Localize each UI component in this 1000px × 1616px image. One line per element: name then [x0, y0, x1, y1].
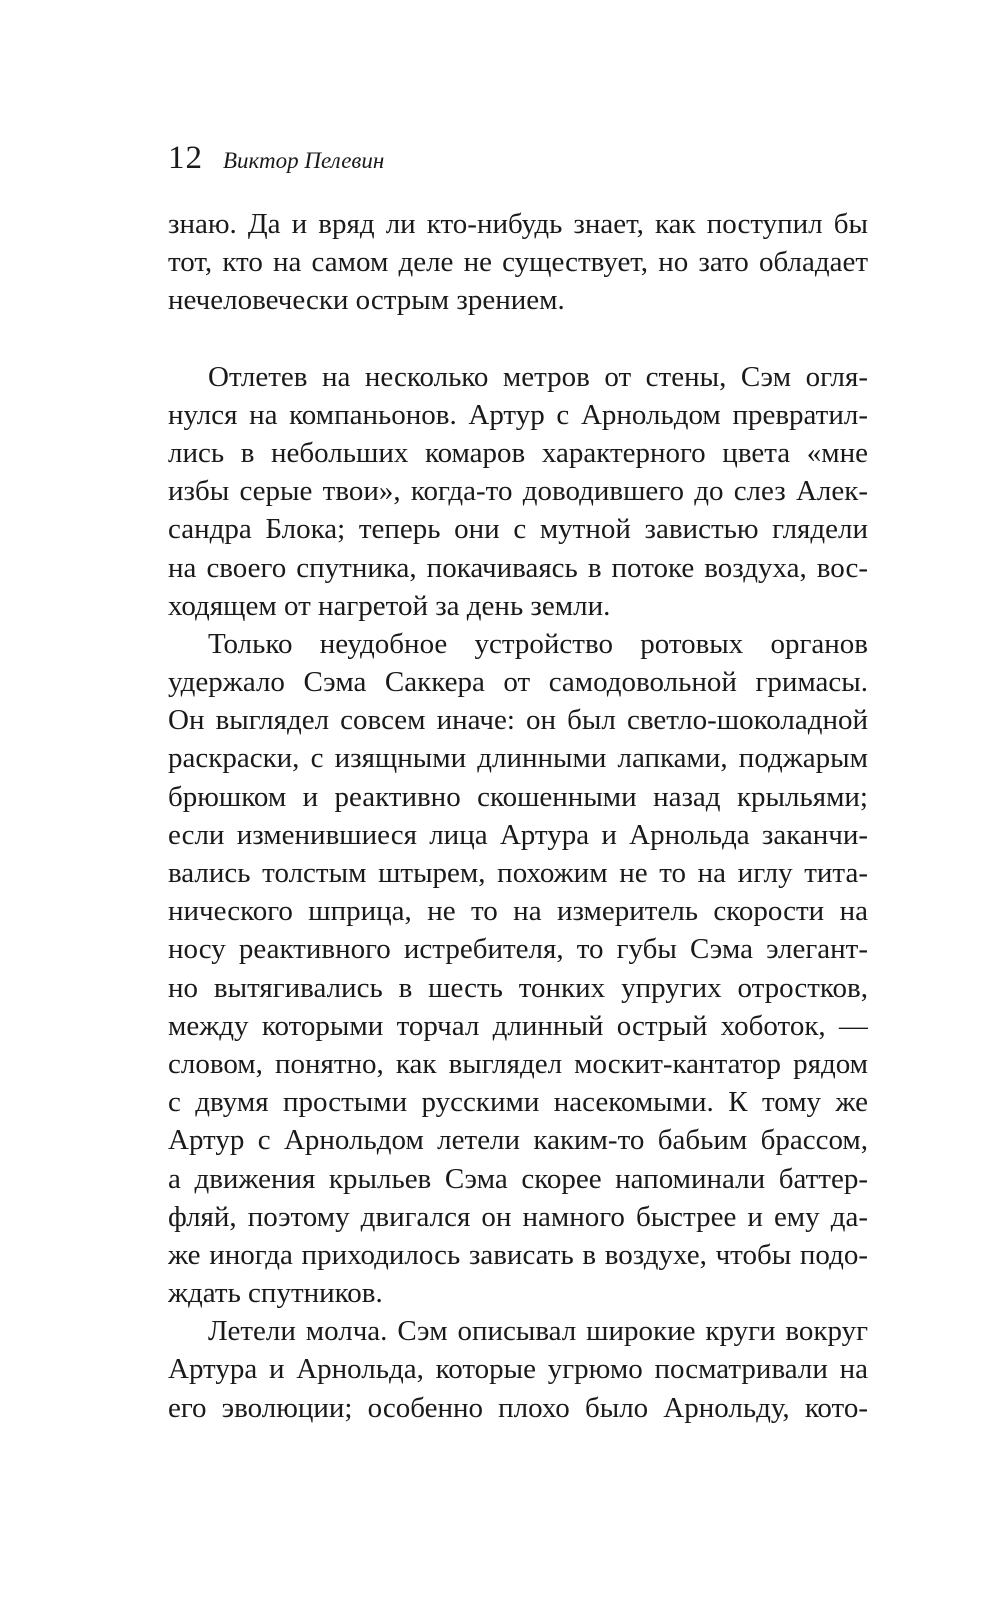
text-line: Артура и Арнольда, которые угрюмо посматривали на: [168, 1353, 868, 1386]
text-line: ходящем от нагретой за день земли.: [168, 589, 611, 622]
text-line: между которыми торчал длинный острый хоботок, —: [168, 1009, 868, 1042]
text-line: нечеловечески острым зрением.: [168, 284, 565, 317]
text-line: словом, понятно, как выглядел москит-кантатор рядом: [168, 1047, 868, 1080]
text-line: Только неудобное устройство ротовых органов: [208, 627, 868, 660]
text-line: на своего спутника, покачиваясь в потоке воздуха, вос-: [168, 551, 868, 584]
paragraph-1: [168, 205, 868, 320]
text-line: Артур с Арнольдом летели каким-то бабьим брассом,: [168, 1124, 868, 1157]
text-line: но вытягивались в шесть тонких упругих отростков,: [168, 971, 868, 1004]
text-line: Он выглядел совсем иначе: он был светло-шоколадной: [168, 704, 868, 737]
paragraph-2: [168, 358, 868, 625]
text-line: ждать спутников.: [168, 1277, 383, 1310]
text-line: носу реактивного истребителя, то губы Сэма элегант-: [168, 933, 868, 966]
text-line: брюшком и реактивно скошенными назад крыльями;: [168, 780, 868, 813]
text-line: избы серые твои», когда-то доводившего до слез Алек-: [168, 475, 868, 508]
paragraph-3: [168, 625, 868, 1312]
text-line: тот, кто на самом деле не существует, но зато обладает: [168, 246, 868, 279]
text-line: Летели молча. Сэм описывал широкие круги вокруг: [208, 1315, 868, 1348]
text-line: с двумя простыми русскими насекомыми. К тому же: [168, 1086, 868, 1119]
text-line: вались толстым штырем, похожим не то на иглу тита-: [168, 857, 868, 889]
text-line: фляй, поэтому двигался он намного быстрее и ему да-: [168, 1200, 868, 1233]
text-line: его эволюции; особенно плохо было Арнольду, кото-: [168, 1391, 868, 1424]
text-line: удержало Сэма Саккера от самодовольной гримасы.: [168, 666, 868, 699]
text-line: сандра Блока; теперь они с мутной завистью глядели: [168, 513, 868, 546]
text-line: же иногда приходилось зависать в воздухе, чтобы подо-: [168, 1238, 868, 1271]
running-head: [168, 140, 384, 177]
text-line: раскраски, с изящными длинными лапками, поджарым: [168, 742, 868, 775]
text-line: лись в небольших комаров характерного цвета «мне: [168, 436, 868, 469]
text-line: а движения крыльев Сэма скорее напоминали баттер-: [168, 1162, 868, 1195]
text-line: Отлетев на несколько метров от стены, Сэм огля-: [208, 360, 868, 393]
text-line: знаю. Да и вряд ли кто-нибудь знает, как поступил бы: [168, 208, 868, 240]
text-line: нулся на компаньонов. Артур с Арнольдом превратил-: [168, 398, 868, 431]
paragraph-4: [168, 1312, 868, 1427]
running-head-author: Виктор Пелевин: [223, 148, 385, 173]
page-number: 12: [168, 140, 203, 176]
body-text: [168, 205, 868, 1427]
text-line: если изменившиеся лица Артура и Арнольда заканчи-: [168, 818, 868, 851]
section-break: [168, 320, 868, 358]
text-line: нического шприца, не то на измеритель скорости на: [168, 895, 868, 928]
